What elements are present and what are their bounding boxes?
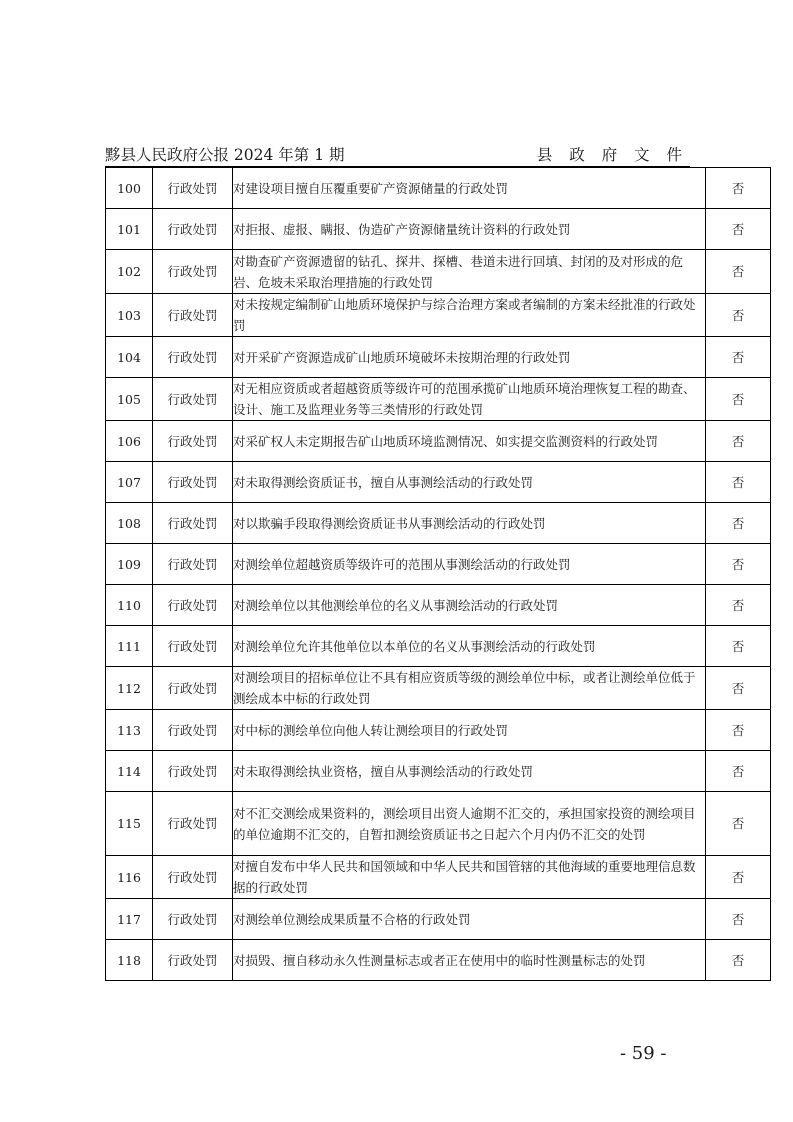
flag-value: 否: [706, 421, 771, 462]
item-description: 对测绘单位以其他测绘单位的名义从事测绘活动的行政处罚: [233, 585, 706, 626]
table-row: [106, 585, 771, 626]
row-number: 112: [106, 667, 153, 710]
item-description: 对未取得测绘资质证书，擅自从事测绘活动的行政处罚: [233, 462, 706, 503]
row-number: 118: [106, 940, 153, 981]
table-row: [106, 751, 771, 792]
table-row: [106, 294, 771, 337]
row-number: 109: [106, 544, 153, 585]
power-type: 行政处罚: [153, 421, 233, 462]
power-type: 行政处罚: [153, 337, 233, 378]
power-type: 行政处罚: [153, 626, 233, 667]
item-description: 对采矿权人未定期报告矿山地质环境监测情况、如实提交监测资料的行政处罚: [233, 421, 706, 462]
row-number: 117: [106, 899, 153, 940]
row-number: 102: [106, 250, 153, 294]
item-description: 对未按规定编制矿山地质环境保护与综合治理方案或者编制的方案未经批准的行政处罚: [233, 294, 706, 337]
row-number: 103: [106, 294, 153, 337]
power-type: 行政处罚: [153, 710, 233, 751]
table-row: [106, 710, 771, 751]
item-description: 对测绘单位允许其他单位以本单位的名义从事测绘活动的行政处罚: [233, 626, 706, 667]
power-type: 行政处罚: [153, 940, 233, 981]
power-type: 行政处罚: [153, 856, 233, 899]
item-description: 对无相应资质或者超越资质等级许可的范围承揽矿山地质环境治理恢复工程的勘查、设计、施工及监理业务等三类情形的行政处罚: [233, 378, 706, 421]
flag-value: 否: [706, 378, 771, 421]
table-row: [106, 856, 771, 899]
row-number: 116: [106, 856, 153, 899]
item-description: 对勘查矿产资源遗留的钻孔、探井、探槽、巷道未进行回填、封闭的及对形成的危岩、危坡未采取治理措施的行政处罚: [233, 250, 706, 294]
item-description: 对测绘单位测绘成果质量不合格的行政处罚: [233, 899, 706, 940]
item-description: 对中标的测绘单位向他人转让测绘项目的行政处罚: [233, 710, 706, 751]
item-description: 对未取得测绘执业资格，擅自从事测绘活动的行政处罚: [233, 751, 706, 792]
table-row: [106, 792, 771, 856]
power-type: 行政处罚: [153, 209, 233, 250]
row-number: 104: [106, 337, 153, 378]
power-type: 行政处罚: [153, 667, 233, 710]
flag-value: 否: [706, 337, 771, 378]
power-type: 行政处罚: [153, 792, 233, 856]
item-description: 对擅自发布中华人民共和国领域和中华人民共和国管辖的其他海域的重要地理信息数据的行政处罚: [233, 856, 706, 899]
power-list-table: [105, 167, 771, 981]
power-type: 行政处罚: [153, 899, 233, 940]
row-number: 100: [106, 168, 153, 209]
table-row: [106, 378, 771, 421]
table-row: [106, 337, 771, 378]
flag-value: 否: [706, 710, 771, 751]
row-number: 115: [106, 792, 153, 856]
power-type: 行政处罚: [153, 378, 233, 421]
power-type: 行政处罚: [153, 751, 233, 792]
flag-value: 否: [706, 168, 771, 209]
table-row: [106, 544, 771, 585]
table-row: [106, 421, 771, 462]
table-row: [106, 168, 771, 209]
flag-value: 否: [706, 462, 771, 503]
row-number: 101: [106, 209, 153, 250]
row-number: 110: [106, 585, 153, 626]
power-type: 行政处罚: [153, 462, 233, 503]
flag-value: 否: [706, 856, 771, 899]
row-number: 113: [106, 710, 153, 751]
page-number: - 59 -: [620, 1043, 667, 1064]
item-description: 对测绘项目的招标单位让不具有相应资质等级的测绘单位中标，或者让测绘单位低于测绘成本中标的行政处罚: [233, 667, 706, 710]
table-row: [106, 626, 771, 667]
power-type: 行政处罚: [153, 544, 233, 585]
flag-value: 否: [706, 503, 771, 544]
flag-value: 否: [706, 294, 771, 337]
power-type: 行政处罚: [153, 294, 233, 337]
page-header: [105, 143, 690, 165]
flag-value: 否: [706, 250, 771, 294]
power-type: 行政处罚: [153, 250, 233, 294]
item-description: 对不汇交测绘成果资料的，测绘项目出资人逾期不汇交的，承担国家投资的测绘项目的单位逾期不汇交的，自暂扣测绘资质证书之日起六个月内仍不汇交的处罚: [233, 792, 706, 856]
table-row: [106, 209, 771, 250]
row-number: 111: [106, 626, 153, 667]
table-row: [106, 462, 771, 503]
table-row: [106, 667, 771, 710]
flag-value: 否: [706, 899, 771, 940]
bulletin-title: 黟县人民政府公报 2024 年第 1 期: [105, 146, 345, 164]
item-description: 对拒报、虚报、瞒报、伪造矿产资源储量统计资料的行政处罚: [233, 209, 706, 250]
row-number: 106: [106, 421, 153, 462]
table-row: [106, 940, 771, 981]
table-row: [106, 899, 771, 940]
item-description: 对损毁、擅自移动永久性测量标志或者正在使用中的临时性测量标志的处罚: [233, 940, 706, 981]
power-type: 行政处罚: [153, 585, 233, 626]
table-body: [106, 168, 771, 981]
flag-value: 否: [706, 544, 771, 585]
flag-value: 否: [706, 667, 771, 710]
table-row: [106, 503, 771, 544]
item-description: 对建设项目擅自压覆重要矿产资源储量的行政处罚: [233, 168, 706, 209]
item-description: 对开采矿产资源造成矿山地质环境破坏未按期治理的行政处罚: [233, 337, 706, 378]
flag-value: 否: [706, 585, 771, 626]
item-description: 对以欺骗手段取得测绘资质证书从事测绘活动的行政处罚: [233, 503, 706, 544]
row-number: 107: [106, 462, 153, 503]
row-number: 108: [106, 503, 153, 544]
section-title: 县 政 府 文 件: [536, 146, 688, 164]
flag-value: 否: [706, 792, 771, 856]
power-type: 行政处罚: [153, 168, 233, 209]
row-number: 114: [106, 751, 153, 792]
table-row: [106, 250, 771, 294]
item-description: 对测绘单位超越资质等级许可的范围从事测绘活动的行政处罚: [233, 544, 706, 585]
row-number: 105: [106, 378, 153, 421]
power-type: 行政处罚: [153, 503, 233, 544]
flag-value: 否: [706, 626, 771, 667]
flag-value: 否: [706, 940, 771, 981]
flag-value: 否: [706, 209, 771, 250]
flag-value: 否: [706, 751, 771, 792]
